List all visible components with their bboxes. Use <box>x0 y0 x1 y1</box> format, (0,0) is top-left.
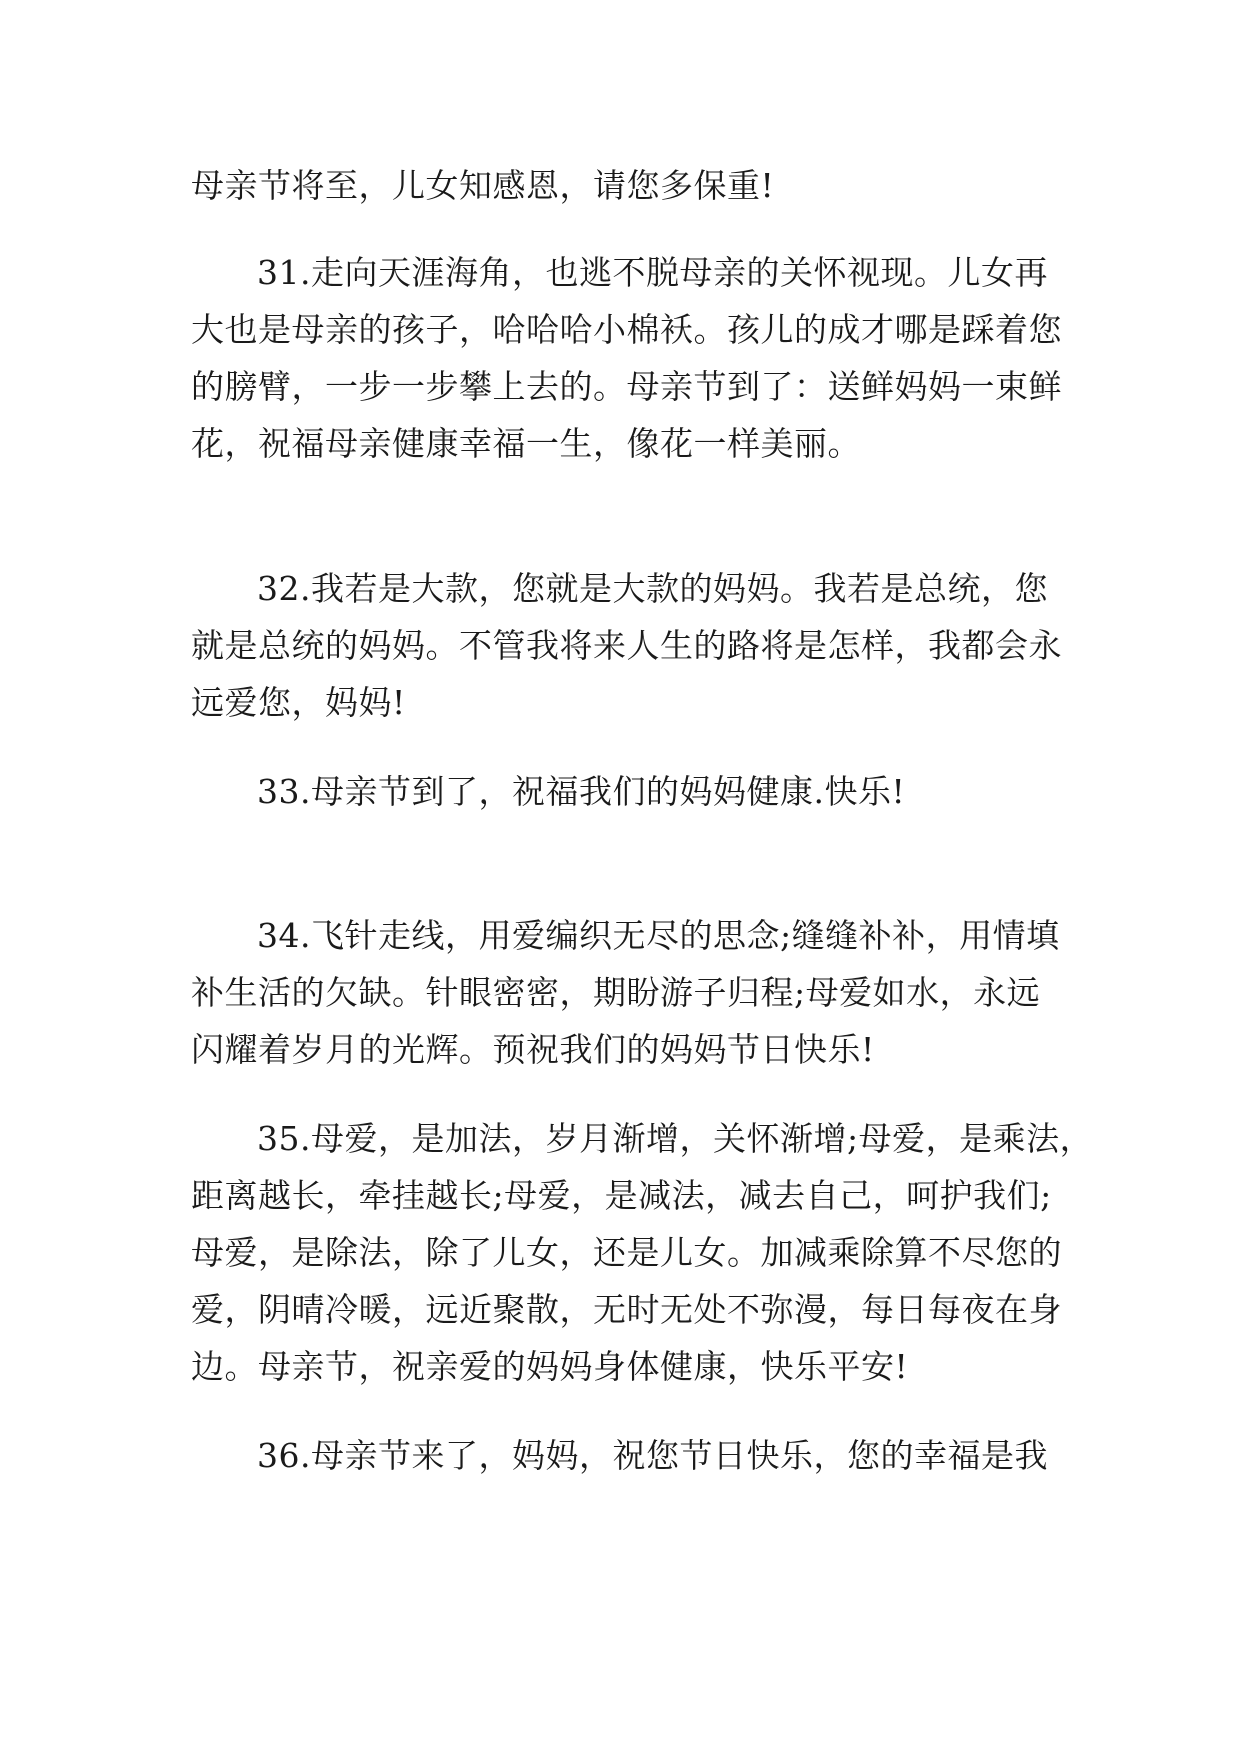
paragraph-line: 闪耀着岁月的光辉。预祝我们的妈妈节日快乐! <box>191 1030 875 1069</box>
paragraph-34 <box>191 907 1060 1078</box>
paragraph-line: 就是总统的妈妈。不管我将来人生的路将是怎样，我都会永 <box>191 626 1062 665</box>
paragraph-line: 33.母亲节到了，祝福我们的妈妈健康.快乐! <box>257 772 906 811</box>
paragraph-line: 母亲节将至，儿女知感恩，请您多保重! <box>191 166 775 205</box>
paragraph-line: 边。母亲节，祝亲爱的妈妈身体健康，快乐平安! <box>191 1347 909 1386</box>
paragraph-33 <box>191 763 1051 820</box>
paragraph-line: 花，祝福母亲健康幸福一生，像花一样美丽。 <box>191 424 861 463</box>
paragraph-line: 距离越长，牵挂越长;母爱，是减法，减去自己，呵护我们; <box>191 1176 1052 1215</box>
paragraph-line: 爱，阴晴冷暖，远近聚散，无时无处不弥漫，每日每夜在身 <box>191 1290 1062 1329</box>
paragraph-line: 补生活的欠缺。针眼密密，期盼游子归程;母爱如水，永远 <box>191 973 1041 1012</box>
paragraph-line: 大也是母亲的孩子，哈哈哈小棉袄。孩儿的成才哪是踩着您 <box>191 310 1062 349</box>
paragraph-line: 母爱，是除法，除了儿女，还是儿女。加减乘除算不尽您的 <box>191 1233 1062 1272</box>
paragraph-continuation <box>191 157 1051 214</box>
paragraph-36 <box>191 1427 1051 1484</box>
paragraph-line: 35.母爱，是加法，岁月渐增，关怀渐增;母爱，是乘法， <box>257 1119 1094 1158</box>
paragraph-line: 32.我若是大款，您就是大款的妈妈。我若是总统，您 <box>257 569 1048 608</box>
paragraph-line: 36.母亲节来了，妈妈，祝您节日快乐，您的幸福是我 <box>257 1436 1048 1475</box>
paragraph-31 <box>191 244 1062 472</box>
paragraph-line: 的膀臂，一步一步攀上去的。母亲节到了：送鲜妈妈一束鲜 <box>191 367 1062 406</box>
paragraph-32 <box>191 560 1062 731</box>
paragraph-line: 34.飞针走线，用爱编织无尽的思念;缝缝补补，用情填 <box>257 916 1060 955</box>
paragraph-line: 远爱您，妈妈! <box>191 683 406 722</box>
paragraph-line: 31.走向天涯海角，也逃不脱母亲的关怀视现。儿女再 <box>257 253 1048 292</box>
paragraph-35 <box>191 1110 1094 1395</box>
